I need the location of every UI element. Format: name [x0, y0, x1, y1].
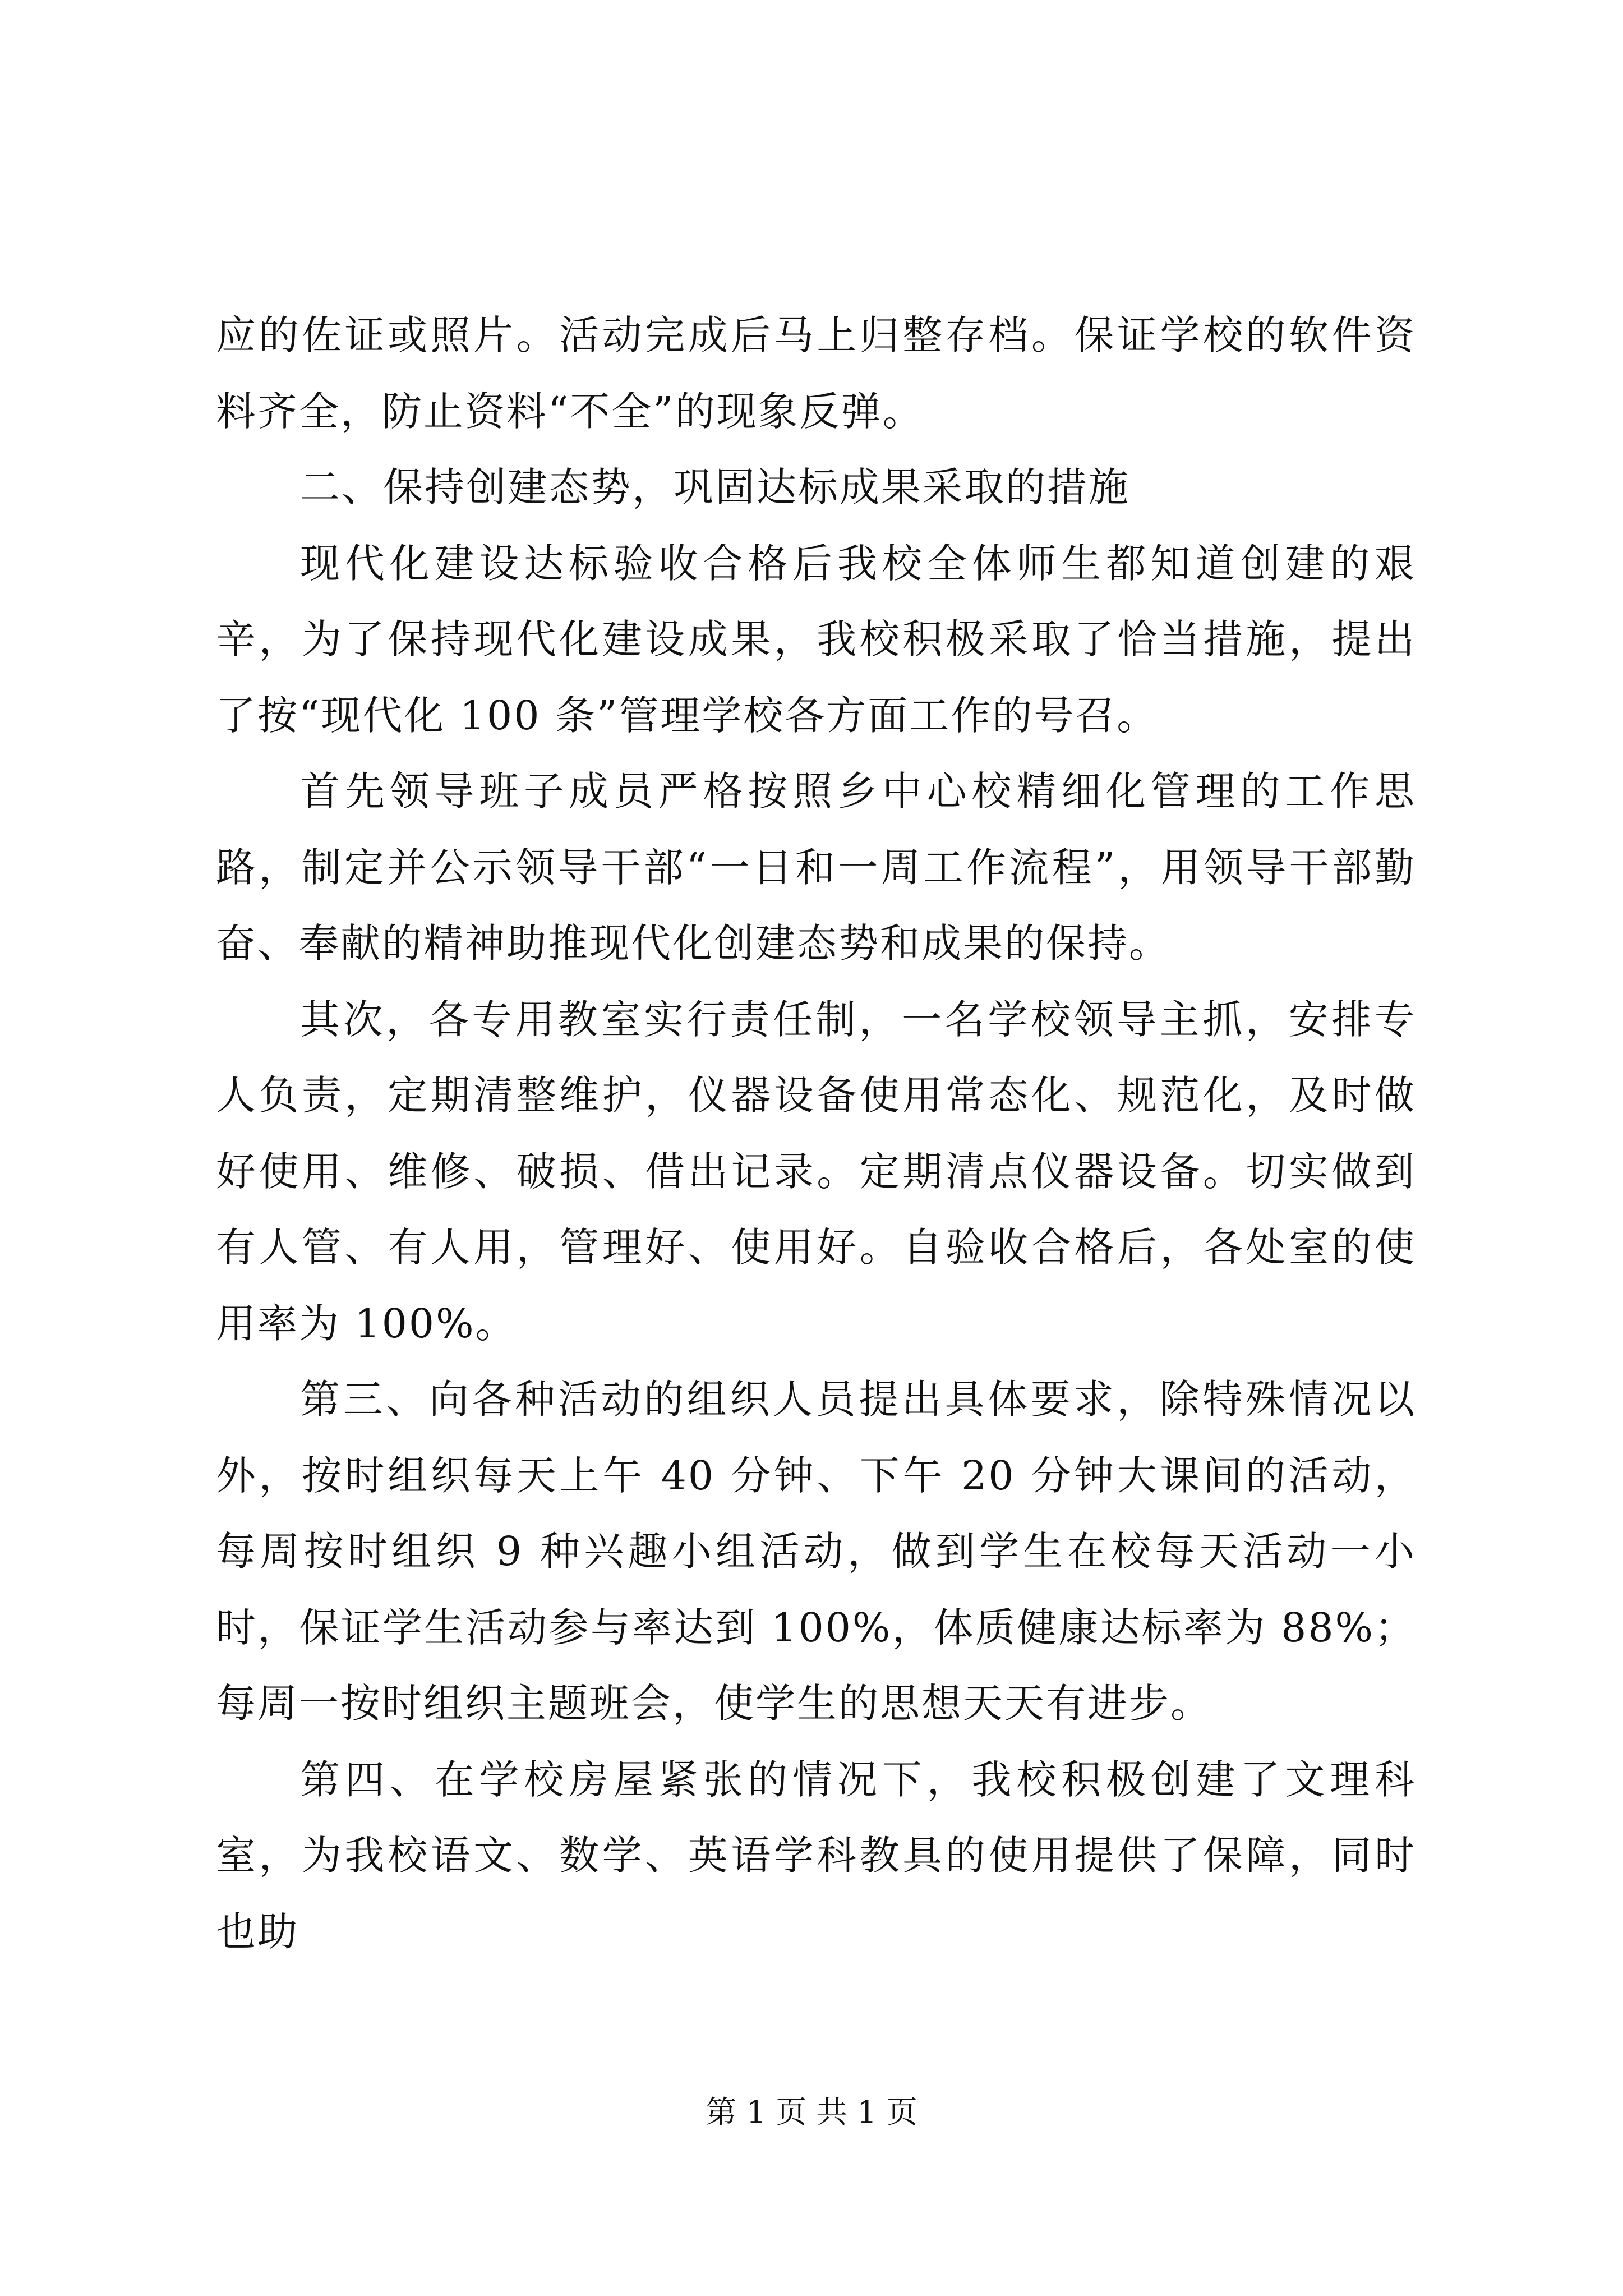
section-heading: 二、保持创建态势，巩固达标成果采取的措施 [300, 464, 1131, 510]
paragraph-third: 第三、向各种活动的组织人员提出具体要求，除特殊情况以外，按时组织每天上午 40 分钟、下午 20 分钟大课间的活动，每周按时组织 9 种兴趣小组活动，做到学生在校每天活动一小时，保证学生活动参与率达到 100%，体质健康达标率为 88%；每周一按时组织主题班会，使学生的思想天天有进步。 [216, 1376, 1416, 1727]
paragraph-fourth: 第四、在学校房屋紧张的情况下，我校积极创建了文理科室，为我校语文、数学、英语学科教具的使用提供了保障，同时也助 [216, 1756, 1416, 1955]
paragraph-continuation: 应的佐证或照片。活动完成后马上归整存档。保证学校的软件资料齐全，防止资料“不全”的现象反弹。 [216, 312, 1416, 435]
paragraph-first: 首先领导班子成员严格按照乡中心校精细化管理的工作思路，制定并公示领导干部“一日和一周工作流程”，用领导干部勤奋、奉献的精神助推现代化创建态势和成果的保持。 [216, 768, 1416, 967]
paragraph-second: 其次，各专用教室实行责任制，一名学校领导主抓，安排专人负责，定期清整维护，仪器设备使用常态化、规范化，及时做好使用、维修、破损、借出记录。定期清点仪器设备。切实做到有人管、有人用，管理好、使用好。自验收合格后，各处室的使用率为 100%。 [216, 996, 1416, 1347]
document-body [216, 297, 1416, 1970]
paragraph-intro: 现代化建设达标验收合格后我校全体师生都知道创建的艰辛，为了保持现代化建设成果，我校积极采取了恰当措施，提出了按“现代化 100 条”管理学校各方面工作的号召。 [216, 540, 1416, 739]
page-footer: 第 1 页 共 1 页 [706, 2094, 917, 2130]
